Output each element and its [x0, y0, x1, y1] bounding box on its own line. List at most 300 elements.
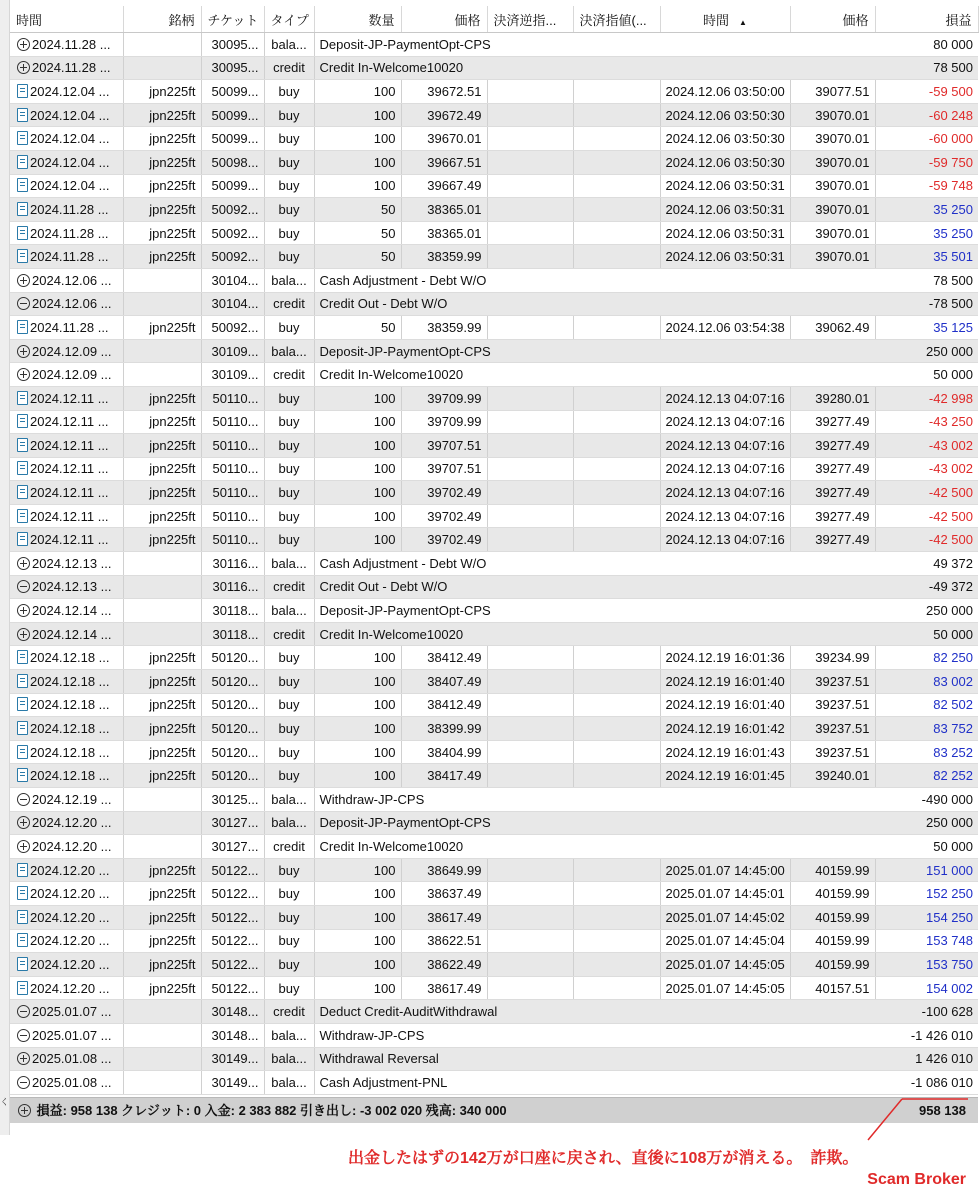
type-cell: buy — [264, 245, 314, 269]
col-header-stop-loss[interactable]: 決済逆指... — [487, 6, 573, 33]
symbol-cell: jpn225ft — [123, 929, 201, 953]
comment-cell: Deposit-JP-PaymentOpt-CPS — [314, 339, 875, 363]
volume-cell: 50 — [314, 316, 401, 340]
close-time-cell: 2024.12.06 03:50:31 — [660, 174, 790, 198]
type-cell: credit — [264, 622, 314, 646]
time-text: 2024.12.11 ... — [30, 508, 109, 524]
time-text: 2024.12.09 ... — [32, 343, 112, 359]
ticket-cell: 30104... — [201, 292, 264, 316]
close-time-cell: 2025.01.07 14:45:01 — [660, 882, 790, 906]
close-time-cell: 2024.12.06 03:50:00 — [660, 80, 790, 104]
close-price-cell: 39070.01 — [790, 245, 875, 269]
close-price-cell: 39070.01 — [790, 221, 875, 245]
symbol-cell: jpn225ft — [123, 221, 201, 245]
symbol-cell: jpn225ft — [123, 316, 201, 340]
close-price-cell: 39237.51 — [790, 670, 875, 694]
profit-cell: -59 750 — [875, 150, 978, 174]
profit-cell: 152 250 — [875, 882, 978, 906]
time-text: 2024.11.28 ... — [30, 201, 109, 217]
type-cell: buy — [264, 905, 314, 929]
ticket-cell: 50122... — [201, 953, 264, 977]
type-cell: buy — [264, 953, 314, 977]
type-cell: bala... — [264, 552, 314, 576]
profit-cell: 35 250 — [875, 198, 978, 222]
volume-cell: 50 — [314, 198, 401, 222]
volume-cell: 100 — [314, 103, 401, 127]
ticket-cell: 50120... — [201, 670, 264, 694]
ticket-cell: 30118... — [201, 622, 264, 646]
close-time-cell: 2024.12.13 04:07:16 — [660, 434, 790, 458]
comment-cell: Withdrawal Reversal — [314, 1047, 875, 1071]
volume-cell: 100 — [314, 693, 401, 717]
time-text: 2024.11.28 ... — [32, 60, 111, 76]
ticket-cell: 50099... — [201, 80, 264, 104]
time-text: 2024.12.11 ... — [30, 532, 109, 548]
type-cell: credit — [264, 363, 314, 387]
time-text: 2024.12.13 ... — [32, 579, 112, 595]
ticket-cell: 50092... — [201, 198, 264, 222]
time-text: 2024.12.18 ... — [30, 744, 110, 760]
symbol-cell: jpn225ft — [123, 80, 201, 104]
symbol-cell: jpn225ft — [123, 434, 201, 458]
time-text: 2024.12.13 ... — [32, 555, 112, 571]
comment-cell: Cash Adjustment - Debt W/O — [314, 268, 875, 292]
profit-cell: -100 628 — [875, 1000, 978, 1024]
profit-cell: 154 002 — [875, 976, 978, 1000]
type-cell: buy — [264, 316, 314, 340]
col-header-time[interactable]: 時間 — [10, 6, 123, 33]
col-header-price[interactable]: 価格 — [401, 6, 487, 33]
ticket-cell: 50110... — [201, 386, 264, 410]
profit-cell: 80 000 — [875, 33, 978, 57]
close-price-cell: 40157.51 — [790, 976, 875, 1000]
volume-cell: 100 — [314, 882, 401, 906]
volume-cell: 100 — [314, 481, 401, 505]
profit-cell: 153 750 — [875, 953, 978, 977]
ticket-cell: 50120... — [201, 646, 264, 670]
time-text: 2024.12.18 ... — [30, 650, 110, 666]
price-cell: 39702.49 — [401, 504, 487, 528]
ticket-cell: 30095... — [201, 33, 264, 57]
close-time-cell: 2024.12.19 16:01:40 — [660, 693, 790, 717]
col-header-take-profit[interactable]: 決済指値(... — [573, 6, 660, 33]
type-cell: buy — [264, 528, 314, 552]
type-cell: buy — [264, 127, 314, 151]
ticket-cell: 30104... — [201, 268, 264, 292]
close-time-cell: 2024.12.13 04:07:16 — [660, 481, 790, 505]
ticket-cell: 30149... — [201, 1071, 264, 1095]
time-text: 2024.12.14 ... — [32, 603, 112, 619]
symbol-cell: jpn225ft — [123, 150, 201, 174]
symbol-cell: jpn225ft — [123, 245, 201, 269]
close-price-cell: 39237.51 — [790, 717, 875, 741]
close-price-cell: 39070.01 — [790, 150, 875, 174]
profit-cell: -42 500 — [875, 504, 978, 528]
type-cell: buy — [264, 103, 314, 127]
time-text: 2024.12.06 ... — [32, 272, 112, 288]
type-cell: credit — [264, 56, 314, 80]
profit-cell: 50 000 — [875, 835, 978, 859]
close-price-cell: 40159.99 — [790, 858, 875, 882]
symbol-cell: jpn225ft — [123, 174, 201, 198]
price-cell: 39672.49 — [401, 103, 487, 127]
price-cell: 39667.49 — [401, 174, 487, 198]
price-cell: 39707.51 — [401, 457, 487, 481]
symbol-cell: jpn225ft — [123, 858, 201, 882]
time-text: 2024.12.04 ... — [30, 107, 110, 123]
close-time-cell: 2025.01.07 14:45:04 — [660, 929, 790, 953]
price-cell: 38617.49 — [401, 976, 487, 1000]
ticket-cell: 50122... — [201, 929, 264, 953]
symbol-cell: jpn225ft — [123, 764, 201, 788]
profit-cell: 1 426 010 — [875, 1047, 978, 1071]
profit-cell: -42 500 — [875, 528, 978, 552]
ticket-cell: 30116... — [201, 575, 264, 599]
type-cell: bala... — [264, 599, 314, 623]
price-cell: 38359.99 — [401, 316, 487, 340]
volume-cell: 100 — [314, 976, 401, 1000]
type-cell: buy — [264, 882, 314, 906]
close-time-cell: 2024.12.06 03:50:30 — [660, 103, 790, 127]
ticket-cell: 50092... — [201, 221, 264, 245]
ticket-cell: 50110... — [201, 410, 264, 434]
type-cell: buy — [264, 221, 314, 245]
time-text: 2024.12.20 ... — [30, 980, 110, 996]
ticket-cell: 30148... — [201, 1000, 264, 1024]
summary-value: 958 138 — [919, 1103, 966, 1118]
time-text: 2024.12.04 ... — [30, 154, 110, 170]
volume-cell: 100 — [314, 929, 401, 953]
time-text: 2024.11.28 ... — [32, 36, 111, 52]
type-cell: buy — [264, 410, 314, 434]
type-cell: buy — [264, 198, 314, 222]
symbol-cell: jpn225ft — [123, 198, 201, 222]
side-label: く — [0, 1097, 10, 1107]
volume-cell: 100 — [314, 764, 401, 788]
close-price-cell: 39070.01 — [790, 127, 875, 151]
profit-cell: -43 002 — [875, 457, 978, 481]
profit-cell: -490 000 — [875, 788, 978, 812]
symbol-cell: jpn225ft — [123, 717, 201, 741]
comment-cell: Withdraw-JP-CPS — [314, 1023, 875, 1047]
volume-cell: 100 — [314, 410, 401, 434]
comment-cell: Credit In-Welcome10020 — [314, 56, 875, 80]
time-text: 2024.11.28 ... — [30, 319, 109, 335]
profit-cell: -43 002 — [875, 434, 978, 458]
col-header-type[interactable]: タイプ — [264, 6, 314, 33]
type-cell: buy — [264, 434, 314, 458]
price-cell: 38412.49 — [401, 693, 487, 717]
close-price-cell: 40159.99 — [790, 953, 875, 977]
close-price-cell: 39277.49 — [790, 481, 875, 505]
ticket-cell: 50110... — [201, 457, 264, 481]
symbol-cell: jpn225ft — [123, 670, 201, 694]
price-cell: 38365.01 — [401, 198, 487, 222]
profit-cell: -59 748 — [875, 174, 978, 198]
price-cell: 39707.51 — [401, 434, 487, 458]
ticket-cell: 50099... — [201, 127, 264, 151]
time-text: 2024.12.04 ... — [30, 178, 110, 194]
col-header-close-price[interactable]: 価格 — [790, 6, 875, 33]
profit-cell: 83 752 — [875, 717, 978, 741]
type-cell: buy — [264, 80, 314, 104]
profit-cell: -59 500 — [875, 80, 978, 104]
comment-cell: Deposit-JP-PaymentOpt-CPS — [314, 811, 875, 835]
profit-cell: -42 998 — [875, 386, 978, 410]
time-text: 2024.12.20 ... — [30, 886, 110, 902]
close-price-cell: 39277.49 — [790, 504, 875, 528]
type-cell: buy — [264, 693, 314, 717]
close-price-cell: 39277.49 — [790, 528, 875, 552]
price-cell: 39702.49 — [401, 481, 487, 505]
close-time-cell: 2025.01.07 14:45:02 — [660, 905, 790, 929]
close-price-cell: 39070.01 — [790, 174, 875, 198]
sort-ascending-icon: ▲ — [739, 17, 747, 27]
col-header-ticket[interactable]: チケット — [201, 6, 264, 33]
price-cell: 38622.49 — [401, 953, 487, 977]
price-cell: 38399.99 — [401, 717, 487, 741]
type-cell: buy — [264, 670, 314, 694]
profit-cell: 250 000 — [875, 599, 978, 623]
time-text: 2024.12.20 ... — [30, 862, 110, 878]
price-cell: 38417.49 — [401, 764, 487, 788]
type-cell: credit — [264, 835, 314, 859]
close-time-cell: 2024.12.19 16:01:40 — [660, 670, 790, 694]
type-cell: buy — [264, 929, 314, 953]
pointer-line — [868, 1099, 902, 1140]
ticket-cell: 50110... — [201, 528, 264, 552]
profit-cell: 83 252 — [875, 740, 978, 764]
volume-cell: 100 — [314, 670, 401, 694]
symbol-cell: jpn225ft — [123, 646, 201, 670]
symbol-cell: jpn225ft — [123, 127, 201, 151]
col-header-symbol[interactable]: 銘柄 — [123, 6, 201, 33]
close-price-cell: 39277.49 — [790, 457, 875, 481]
ticket-cell: 50122... — [201, 905, 264, 929]
close-time-cell: 2025.01.07 14:45:05 — [660, 976, 790, 1000]
ticket-cell: 30127... — [201, 811, 264, 835]
profit-cell: -1 086 010 — [875, 1071, 978, 1095]
profit-cell: 78 500 — [875, 268, 978, 292]
ticket-cell: 30095... — [201, 56, 264, 80]
time-text: 2024.11.28 ... — [30, 249, 109, 265]
comment-cell: Credit In-Welcome10020 — [314, 363, 875, 387]
ticket-cell: 50120... — [201, 740, 264, 764]
comment-cell: Deposit-JP-PaymentOpt-CPS — [314, 33, 875, 57]
volume-cell: 100 — [314, 905, 401, 929]
time-text: 2024.12.11 ... — [30, 390, 109, 406]
symbol-cell: jpn225ft — [123, 410, 201, 434]
close-time-cell: 2024.12.13 04:07:16 — [660, 457, 790, 481]
profit-cell: 35 125 — [875, 316, 978, 340]
profit-cell: 82 250 — [875, 646, 978, 670]
time-text: 2025.01.07 ... — [32, 1027, 112, 1043]
comment-cell: Credit In-Welcome10020 — [314, 622, 875, 646]
time-text: 2024.12.14 ... — [32, 626, 112, 642]
close-time-cell: 2024.12.13 04:07:16 — [660, 410, 790, 434]
close-price-cell: 39237.51 — [790, 693, 875, 717]
profit-cell: 151 000 — [875, 858, 978, 882]
profit-cell: 83 002 — [875, 670, 978, 694]
col-header-close-time-label: 時間 — [703, 12, 730, 28]
type-cell: bala... — [264, 268, 314, 292]
col-header-volume[interactable]: 数量 — [314, 6, 401, 33]
time-text: 2024.12.11 ... — [30, 414, 109, 430]
profit-cell: 250 000 — [875, 811, 978, 835]
ticket-cell: 50098... — [201, 150, 264, 174]
close-price-cell: 39062.49 — [790, 316, 875, 340]
profit-cell: 35 250 — [875, 221, 978, 245]
type-cell: bala... — [264, 339, 314, 363]
close-time-cell: 2024.12.19 16:01:42 — [660, 717, 790, 741]
symbol-cell: jpn225ft — [123, 693, 201, 717]
close-time-cell: 2024.12.19 16:01:36 — [660, 646, 790, 670]
ticket-cell: 50122... — [201, 976, 264, 1000]
volume-cell: 50 — [314, 221, 401, 245]
type-cell: buy — [264, 481, 314, 505]
volume-cell: 100 — [314, 174, 401, 198]
time-text: 2024.12.04 ... — [30, 131, 110, 147]
ticket-cell: 50092... — [201, 245, 264, 269]
type-cell: credit — [264, 575, 314, 599]
close-time-cell: 2024.12.13 04:07:16 — [660, 528, 790, 552]
close-price-cell: 39070.01 — [790, 198, 875, 222]
symbol-cell: jpn225ft — [123, 481, 201, 505]
type-cell: bala... — [264, 811, 314, 835]
type-cell: buy — [264, 764, 314, 788]
symbol-cell: jpn225ft — [123, 976, 201, 1000]
profit-cell: 50 000 — [875, 622, 978, 646]
summary-label: 損益: 958 138 クレジット: 0 入金: 2 383 882 引き出し: -3 002 020 残高: 340 000 — [36, 1103, 507, 1118]
type-cell: bala... — [264, 1023, 314, 1047]
comment-cell: Credit Out - Debt W/O — [314, 575, 875, 599]
profit-cell: 35 501 — [875, 245, 978, 269]
symbol-cell: jpn225ft — [123, 882, 201, 906]
price-cell: 39670.01 — [401, 127, 487, 151]
symbol-cell: jpn225ft — [123, 457, 201, 481]
type-cell: buy — [264, 504, 314, 528]
time-text: 2024.12.11 ... — [30, 437, 109, 453]
profit-cell: 49 372 — [875, 552, 978, 576]
type-cell: buy — [264, 976, 314, 1000]
profit-cell: 78 500 — [875, 56, 978, 80]
profit-cell: -1 426 010 — [875, 1023, 978, 1047]
volume-cell: 100 — [314, 127, 401, 151]
volume-cell: 100 — [314, 150, 401, 174]
profit-cell: -42 500 — [875, 481, 978, 505]
close-price-cell: 40159.99 — [790, 929, 875, 953]
scam-broker-label: Scam Broker — [867, 1171, 966, 1188]
symbol-cell: jpn225ft — [123, 905, 201, 929]
comment-cell: Withdraw-JP-CPS — [314, 788, 875, 812]
close-price-cell: 39240.01 — [790, 764, 875, 788]
time-text: 2024.12.20 ... — [30, 933, 110, 949]
comment-cell: Deduct Credit-AuditWithdrawal — [314, 1000, 875, 1024]
time-text: 2025.01.08 ... — [32, 1074, 112, 1090]
price-cell: 38637.49 — [401, 882, 487, 906]
price-cell: 39702.49 — [401, 528, 487, 552]
close-time-cell: 2024.12.06 03:50:31 — [660, 221, 790, 245]
close-time-cell: 2024.12.06 03:50:30 — [660, 150, 790, 174]
close-price-cell: 39077.51 — [790, 80, 875, 104]
price-cell: 39672.51 — [401, 80, 487, 104]
volume-cell: 100 — [314, 80, 401, 104]
price-cell: 38404.99 — [401, 740, 487, 764]
close-price-cell: 39277.49 — [790, 434, 875, 458]
close-time-cell: 2024.12.06 03:50:31 — [660, 198, 790, 222]
ticket-cell: 30109... — [201, 363, 264, 387]
price-cell: 38359.99 — [401, 245, 487, 269]
close-price-cell: 39234.99 — [790, 646, 875, 670]
profit-cell: 82 252 — [875, 764, 978, 788]
ticket-cell: 50110... — [201, 504, 264, 528]
close-time-cell: 2024.12.06 03:50:31 — [660, 245, 790, 269]
time-text: 2024.12.09 ... — [32, 367, 112, 383]
close-price-cell: 39277.49 — [790, 410, 875, 434]
profit-cell: 153 748 — [875, 929, 978, 953]
type-cell: credit — [264, 292, 314, 316]
symbol-cell: jpn225ft — [123, 103, 201, 127]
type-cell: bala... — [264, 1071, 314, 1095]
comment-cell: Credit Out - Debt W/O — [314, 292, 875, 316]
time-text: 2024.12.18 ... — [30, 673, 110, 689]
ticket-cell: 30127... — [201, 835, 264, 859]
type-cell: buy — [264, 386, 314, 410]
ticket-cell: 30116... — [201, 552, 264, 576]
profit-cell: -49 372 — [875, 575, 978, 599]
time-text: 2024.12.20 ... — [30, 909, 110, 925]
type-cell: buy — [264, 858, 314, 882]
time-text: 2024.12.06 ... — [32, 296, 112, 312]
profit-cell: 50 000 — [875, 363, 978, 387]
type-cell: credit — [264, 1000, 314, 1024]
profit-cell: -43 250 — [875, 410, 978, 434]
time-text: 2024.12.18 ... — [30, 768, 110, 784]
profit-cell: 250 000 — [875, 339, 978, 363]
volume-cell: 100 — [314, 953, 401, 977]
profit-cell: -60 000 — [875, 127, 978, 151]
time-text: 2025.01.07 ... — [32, 1004, 112, 1020]
profit-cell: 154 250 — [875, 905, 978, 929]
close-time-cell: 2024.12.19 16:01:45 — [660, 764, 790, 788]
ticket-cell: 30149... — [201, 1047, 264, 1071]
time-text: 2024.11.28 ... — [30, 225, 109, 241]
time-text: 2024.12.04 ... — [30, 83, 110, 99]
type-cell: buy — [264, 717, 314, 741]
time-text: 2024.12.11 ... — [30, 461, 109, 477]
time-text: 2025.01.08 ... — [32, 1051, 112, 1067]
time-text: 2024.12.18 ... — [30, 697, 110, 713]
col-header-profit[interactable]: 損益 — [875, 6, 978, 33]
ticket-cell: 30109... — [201, 339, 264, 363]
volume-cell: 100 — [314, 717, 401, 741]
time-text: 2024.12.20 ... — [32, 815, 112, 831]
ticket-cell: 50110... — [201, 481, 264, 505]
comment-cell: Credit In-Welcome10020 — [314, 835, 875, 859]
price-cell: 38617.49 — [401, 905, 487, 929]
close-price-cell: 39070.01 — [790, 103, 875, 127]
ticket-cell: 50120... — [201, 717, 264, 741]
volume-cell: 100 — [314, 504, 401, 528]
symbol-cell: jpn225ft — [123, 528, 201, 552]
volume-cell: 50 — [314, 245, 401, 269]
ticket-cell: 50099... — [201, 103, 264, 127]
volume-cell: 100 — [314, 646, 401, 670]
time-text: 2024.12.19 ... — [32, 791, 112, 807]
type-cell: bala... — [264, 788, 314, 812]
profit-cell: 82 502 — [875, 693, 978, 717]
time-text: 2024.12.20 ... — [30, 956, 110, 972]
